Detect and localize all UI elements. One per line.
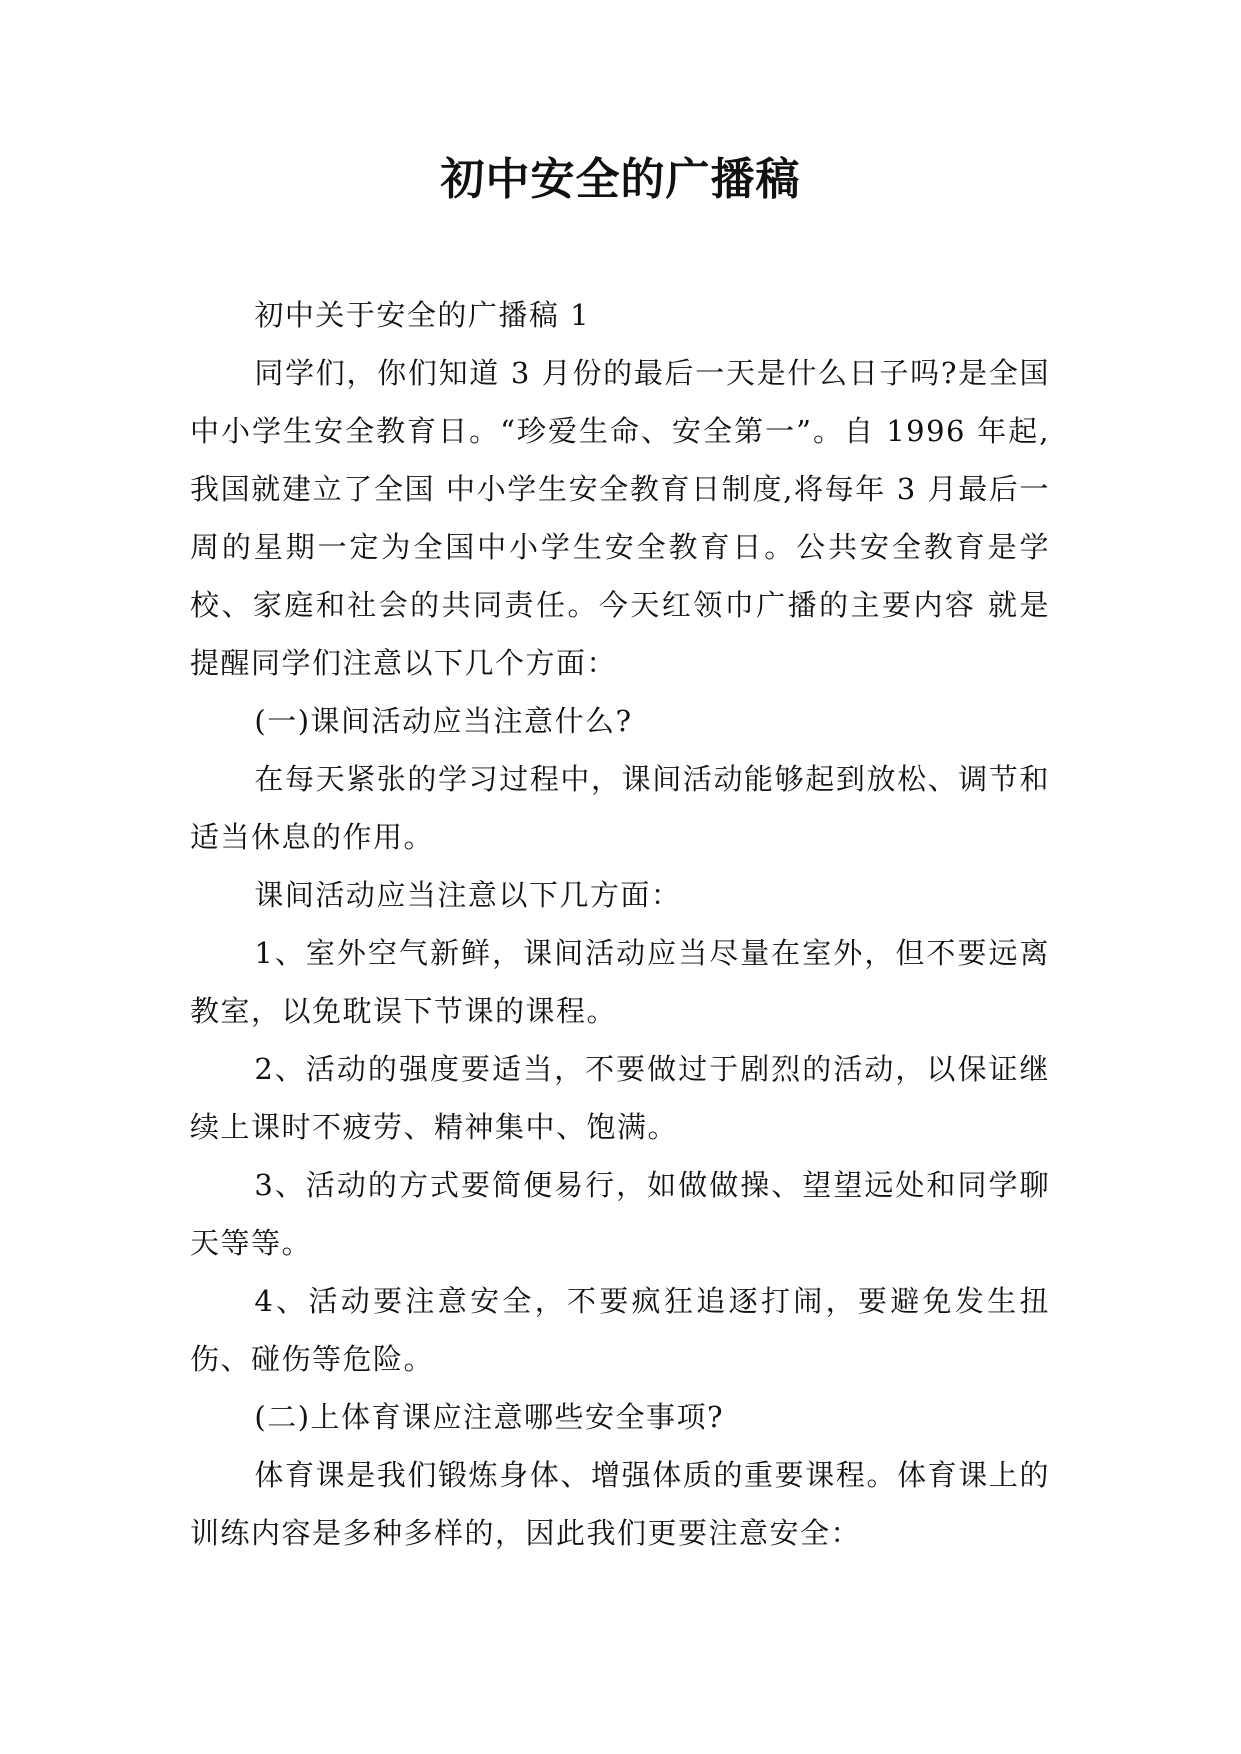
paragraph-section-1-heading: (一)课间活动应当注意什么? [254, 704, 633, 738]
paragraph-item-2: 2、活动的强度要适当，不要做过于剧烈的活动，以保证继续上课时不疲劳、精神集中、饱满。 [190, 1052, 1050, 1144]
document-body [190, 286, 1050, 1562]
paragraph-section-1-list-intro: 课间活动应当注意以下几方面： [254, 878, 682, 912]
paragraph-item-3: 3、活动的方式要简便易行，如做做操、望望远处和同学聊天等等。 [190, 1168, 1050, 1260]
paragraph-section-2-heading: (二)上体育课应注意哪些安全事项? [254, 1400, 725, 1434]
paragraph-subtitle: 初中关于安全的广播稿 1 [254, 298, 591, 332]
document-title: 初中安全的广播稿 [440, 154, 801, 205]
paragraph-intro: 同学们，你们知道 3 月份的最后一天是什么日子吗?是全国中小学生安全教育日。“珍爱生命、安全第一”。自 1996 年起,我国就建立了全国 中小学生安全教育日制度,将每年 3 月最后一周的星期一定为全国中小学生安全教育日。公共安全教育是学校、家庭和社会的共同责任。今天红领巾广播的主要内容 就是提醒同学们注意以下几个方面： [190, 356, 1050, 680]
paragraph-item-4: 4、活动要注意安全，不要疯狂追逐打闹，要避免发生扭伤、碰伤等危险。 [190, 1284, 1050, 1376]
paragraph-section-2-intro: 体育课是我们锻炼身体、增强体质的重要课程。体育课上的训练内容是多种多样的，因此我们更要注意安全： [190, 1458, 1050, 1550]
paragraph-item-1: 1、室外空气新鲜，课间活动应当尽量在室外，但不要远离教室，以免耽误下节课的课程。 [190, 936, 1050, 1028]
paragraph-section-1-intro: 在每天紧张的学习过程中，课间活动能够起到放松、调节和适当休息的作用。 [190, 762, 1050, 854]
